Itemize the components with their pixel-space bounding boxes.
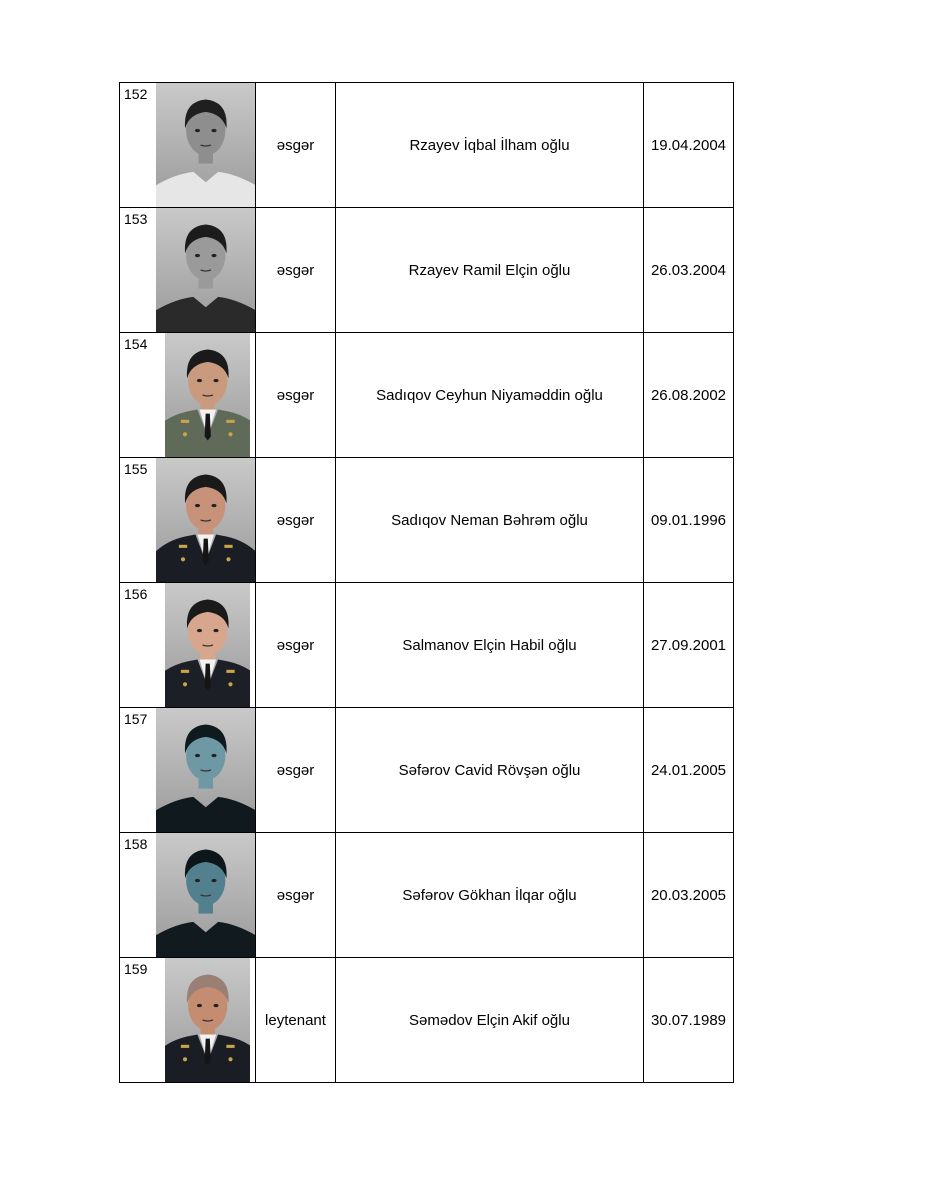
portrait-photo: [156, 208, 256, 332]
table-row: [120, 583, 734, 708]
row-number: 158: [120, 833, 156, 958]
rank-cell: əsgər: [256, 208, 336, 333]
portrait-photo: [165, 333, 251, 457]
name-cell: Sadıqov Neman Bəhrəm oğlu: [336, 458, 644, 583]
rank-cell: əsgər: [256, 83, 336, 208]
portrait-photo: [165, 583, 251, 707]
birth-date-cell: 20.03.2005: [644, 833, 734, 958]
birth-date-cell: 19.04.2004: [644, 83, 734, 208]
personnel-table: [119, 82, 734, 1083]
rank-cell: əsgər: [256, 833, 336, 958]
table-row: [120, 333, 734, 458]
row-number: 157: [120, 708, 156, 833]
birth-date-cell: 09.01.1996: [644, 458, 734, 583]
birth-date-cell: 26.08.2002: [644, 333, 734, 458]
birth-date-cell: 30.07.1989: [644, 958, 734, 1083]
portrait-photo: [165, 958, 251, 1082]
rank-cell: əsgər: [256, 458, 336, 583]
portrait-cell: [156, 708, 256, 833]
rank-cell: leytenant: [256, 958, 336, 1083]
row-number: 155: [120, 458, 156, 583]
table-row: [120, 958, 734, 1083]
name-cell: Səfərov Gökhan İlqar oğlu: [336, 833, 644, 958]
name-cell: Rzayev Ramil Elçin oğlu: [336, 208, 644, 333]
rank-cell: əsgər: [256, 708, 336, 833]
portrait-cell: [156, 958, 256, 1083]
name-cell: Rzayev İqbal İlham oğlu: [336, 83, 644, 208]
rank-cell: əsgər: [256, 333, 336, 458]
portrait-cell: [156, 833, 256, 958]
table-body: [120, 83, 734, 1083]
row-number: 159: [120, 958, 156, 1083]
table-row: [120, 708, 734, 833]
portrait-photo: [156, 833, 256, 957]
table-row: [120, 833, 734, 958]
table-row: [120, 458, 734, 583]
row-number: 153: [120, 208, 156, 333]
row-number: 152: [120, 83, 156, 208]
portrait-cell: [156, 333, 256, 458]
portrait-photo: [156, 83, 256, 207]
rank-cell: əsgər: [256, 583, 336, 708]
portrait-photo: [156, 708, 256, 832]
row-number: 154: [120, 333, 156, 458]
name-cell: Səfərov Cavid Rövşən oğlu: [336, 708, 644, 833]
name-cell: Salmanov Elçin Habil oğlu: [336, 583, 644, 708]
table-row: [120, 208, 734, 333]
birth-date-cell: 27.09.2001: [644, 583, 734, 708]
row-number: 156: [120, 583, 156, 708]
birth-date-cell: 26.03.2004: [644, 208, 734, 333]
name-cell: Sadıqov Ceyhun Niyaməddin oğlu: [336, 333, 644, 458]
portrait-cell: [156, 458, 256, 583]
name-cell: Səmədov Elçin Akif oğlu: [336, 958, 644, 1083]
portrait-photo: [156, 458, 256, 582]
portrait-cell: [156, 583, 256, 708]
portrait-cell: [156, 83, 256, 208]
portrait-cell: [156, 208, 256, 333]
table-row: [120, 83, 734, 208]
birth-date-cell: 24.01.2005: [644, 708, 734, 833]
